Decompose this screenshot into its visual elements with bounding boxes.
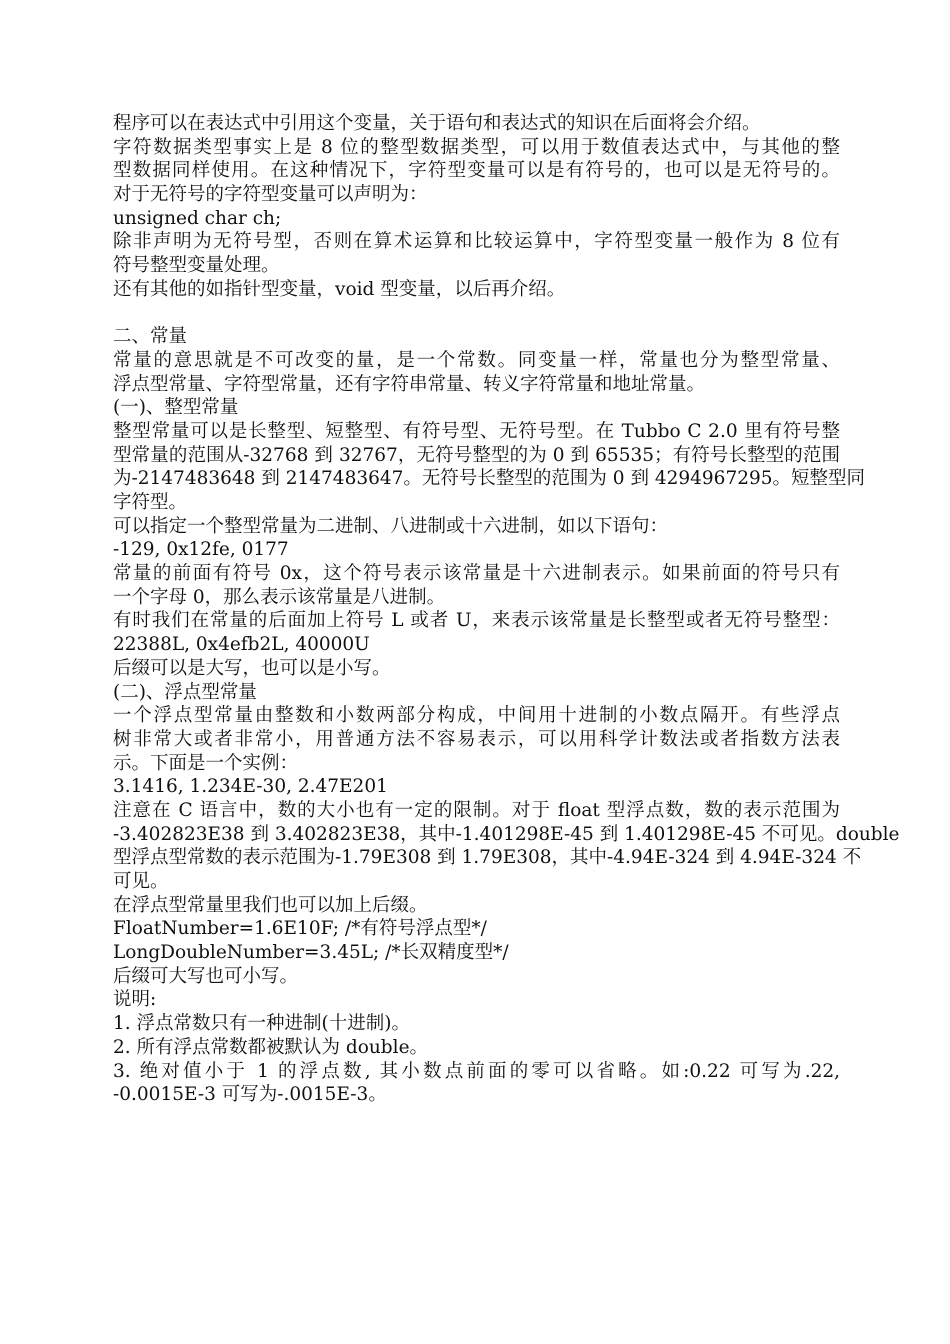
text-line: 常量的意思就是不可改变的量，是一个常数。同变量一样，常量也分为整型常量、 — [113, 349, 840, 371]
text-line: 整型常量可以是长整型、短整型、有符号型、无符号型。在 Tubbo C 2.0 里有符号整 — [113, 420, 840, 442]
text-line: -3.402823E38 到 3.402823E38，其中-1.401298E-45 到 1.401298E-45 不可见。double — [113, 823, 900, 845]
blank-line — [113, 302, 840, 326]
text-line: 可见。 — [113, 871, 169, 892]
text-line: 3.1416, 1.234E-30, 2.47E201 — [113, 776, 388, 798]
text-line: 型浮点型常数的表示范围为-1.79E308 到 1.79E308，其中-4.94E-324 到 4.94E-324 不 — [113, 847, 862, 869]
text-line: 注意在 C 语言中，数的大小也有一定的限制。对于 float 型浮点数，数的表示范围为 — [113, 799, 840, 821]
text-line: 符号整型变量处理。 — [113, 255, 280, 277]
text-line: 一个字母 0，那么表示该常量是八进制。 — [113, 586, 446, 608]
text-line: 型常量的范围从-32768 到 32767，无符号整型的为 0 到 65535；有符号长整型的范围 — [113, 444, 840, 466]
text-line: 字符数据类型事实上是 8 位的整型数据类型，可以用于数值表达式中，与其他的整 — [113, 136, 840, 158]
text-line: 后缀可以是大写，也可以是小写。 — [113, 657, 391, 679]
text-line: LongDoubleNumber=3.45L; /*长双精度型*/ — [113, 942, 509, 964]
text-line: 浮点型常量、字符型常量，还有字符串常量、转义字符常量和地址常量。 — [113, 373, 706, 395]
document-body — [113, 112, 900, 1107]
text-line: (二)、浮点型常量 — [113, 681, 257, 703]
text-line: -0.0015E-3 可写为-.0015E-3。 — [113, 1084, 387, 1106]
text-line: 示。下面是一个实例： — [113, 752, 299, 774]
text-line: -129, 0x12fe, 0177 — [113, 539, 289, 561]
text-line: 为-2147483648 到 2147483647。无符号长整型的范围为 0 到 4294967295。短整型同 — [113, 468, 866, 490]
text-line: 在浮点型常量里我们也可以加上后缀。 — [113, 894, 428, 916]
text-line: 1. 浮点常数只有一种进制(十进制)。 — [113, 1013, 410, 1035]
text-line: 可以指定一个整型常量为二进制、八进制或十六进制，如以下语句： — [113, 515, 669, 537]
text-line: (一)、整型常量 — [113, 397, 239, 419]
text-line: 22388L, 0x4efb2L, 40000U — [113, 634, 370, 656]
text-line: unsigned char ch; — [113, 207, 282, 229]
text-line: 常量的前面有符号 0x，这个符号表示该常量是十六进制表示。如果前面的符号只有 — [113, 563, 840, 585]
text-line: 程序可以在表达式中引用这个变量，关于语句和表达式的知识在后面将会介绍。 — [113, 113, 761, 134]
text-line: 字符型。 — [113, 492, 188, 513]
text-line: 有时我们在常量的后面加上符号 L 或者 U，来表示该常量是长整型或者无符号整型： — [113, 610, 840, 632]
text-line: 树非常大或者非常小，用普通方法不容易表示，可以用科学计数法或者指数方法表 — [113, 728, 840, 750]
text-line: FloatNumber=1.6E10F; /*有符号浮点型*/ — [113, 918, 487, 940]
text-line: 除非声明为无符号型，否则在算术运算和比较运算中，字符型变量一般作为 8 位有 — [113, 231, 840, 253]
text-line: 二、常量 — [113, 326, 188, 348]
text-line: 还有其他的如指针型变量，void 型变量，以后再介绍。 — [113, 278, 566, 300]
text-line: 2. 所有浮点常数都被默认为 double。 — [113, 1036, 429, 1058]
text-line: 后缀可大写也可小写。 — [113, 965, 299, 987]
text-line: 说明: — [113, 989, 157, 1011]
text-line: 型数据同样使用。在这种情况下，字符型变量可以是有符号的，也可以是无符号的。 — [113, 160, 840, 182]
text-line: 对于无符号的字符型变量可以声明为： — [113, 184, 428, 206]
text-line: 3. 绝对值小于 1 的浮点数, 其小数点前面的零可以省略。如:0.22 可写为.22, — [113, 1060, 840, 1082]
text-line: 一个浮点型常量由整数和小数两部分构成，中间用十进制的小数点隔开。有些浮点 — [113, 705, 840, 727]
